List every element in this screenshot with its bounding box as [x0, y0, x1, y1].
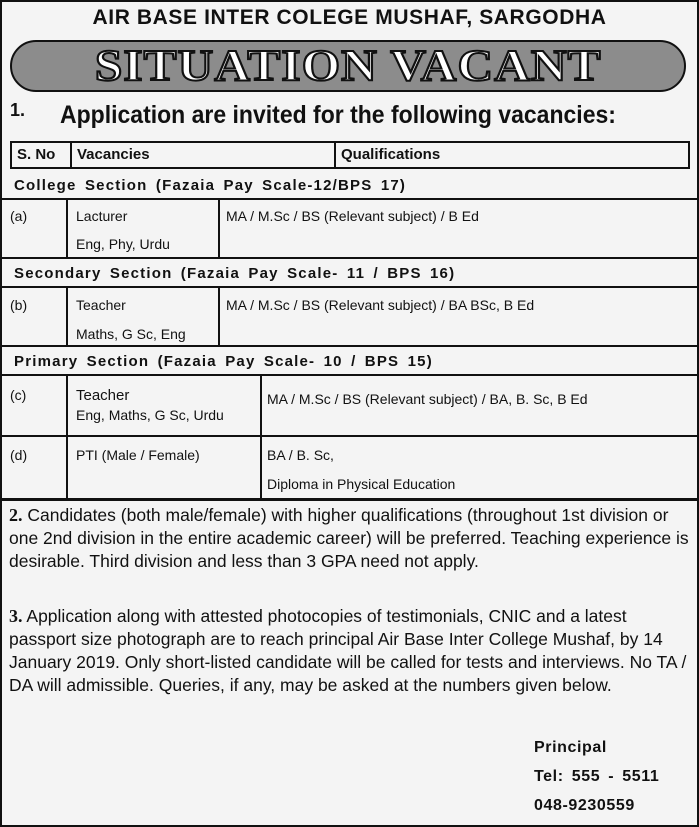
- row-b-sno: (b): [10, 297, 28, 313]
- row-c-post: Teacher: [76, 387, 130, 404]
- situation-vacant-banner: [10, 40, 686, 92]
- section-title-secondary: Secondary Section (Fazaia Pay Scale- 11 / BPS 16): [14, 265, 456, 282]
- paragraph-2-number: 2.: [9, 505, 23, 525]
- row-a-post: Lacturer: [76, 208, 128, 224]
- row-a-qualification: MA / M.Sc / BS (Relevant subject) / B Ed: [226, 208, 479, 224]
- phone-number-2: 048-9230559: [534, 797, 635, 814]
- divider: [260, 375, 262, 499]
- divider: [66, 375, 68, 499]
- paragraph-1-number: 1.: [10, 100, 26, 120]
- header-sno: S. No: [17, 146, 56, 163]
- divider: [2, 435, 697, 437]
- college-name: AIR BASE INTER COLEGE MUSHAF, SARGODHA: [92, 6, 607, 29]
- paragraph-3-number: 3.: [9, 606, 23, 626]
- row-a-subjects: Eng, Phy, Urdu: [76, 236, 170, 252]
- divider: [2, 345, 697, 347]
- banner-title: SITUATION VACANT: [94, 41, 602, 90]
- header-vacancies-cell: [70, 141, 336, 169]
- paragraph-3-text: Application along with attested photocopies of testimonials, CNIC and a latest passport size photograph are to reach principal Air Base Inter College Mushaf, by 14 January 2019. Only short-listed candidate will be called for tests and interviews. No TA / DA will admissible. Queries, if any, may be asked at the numbers given below.: [9, 606, 687, 695]
- divider: [218, 199, 220, 257]
- divider: [66, 287, 68, 345]
- row-b-qualification: MA / M.Sc / BS (Relevant subject) / BA BSc, B Ed: [226, 297, 535, 313]
- principal-title: Principal: [534, 739, 607, 756]
- section-title-college: College Section (Fazaia Pay Scale-12/BPS 17): [14, 177, 407, 194]
- row-d-qualification-line2: Diploma in Physical Education: [267, 476, 456, 492]
- divider: [66, 199, 68, 257]
- header-vacancies: Vacancies: [77, 146, 150, 163]
- divider: [2, 198, 697, 200]
- intro-heading: Application are invited for the following vacancies:: [60, 101, 616, 129]
- header-qualifications: Qualifications: [341, 146, 441, 163]
- row-d-qualification: BA / B. Sc,: [267, 447, 334, 463]
- row-d-post: PTI (Male / Female): [76, 447, 200, 463]
- header-qualifications-cell: [334, 141, 690, 169]
- row-b-post: Teacher: [76, 297, 126, 313]
- divider: [2, 498, 697, 501]
- header-sno-cell: [10, 141, 72, 169]
- divider: [2, 374, 697, 376]
- row-a-sno: (a): [10, 208, 28, 224]
- divider: [218, 287, 220, 345]
- paragraph-2-text: Candidates (both male/female) with higher qualifications (throughout 1st division or one 2nd division in the entire academic career) will be preferred. Teaching experience is desirable. Third division and less than 3 GPA need not apply.: [9, 505, 689, 571]
- paragraph-3: [9, 605, 689, 697]
- row-c-sno: (c): [10, 387, 27, 403]
- divider: [2, 286, 697, 288]
- paragraph-2: [9, 504, 689, 573]
- row-d-sno: (d): [10, 447, 28, 463]
- row-c-qualification: MA / M.Sc / BS (Relevant subject) / BA, B. Sc, B Ed: [267, 391, 588, 407]
- section-title-primary: Primary Section (Fazaia Pay Scale- 10 / BPS 15): [14, 353, 433, 370]
- telephone: Tel: 555 - 5511: [534, 768, 660, 785]
- divider: [2, 257, 697, 259]
- row-c-subjects: Eng, Maths, G Sc, Urdu: [76, 407, 224, 423]
- row-b-subjects: Maths, G Sc, Eng: [76, 326, 186, 342]
